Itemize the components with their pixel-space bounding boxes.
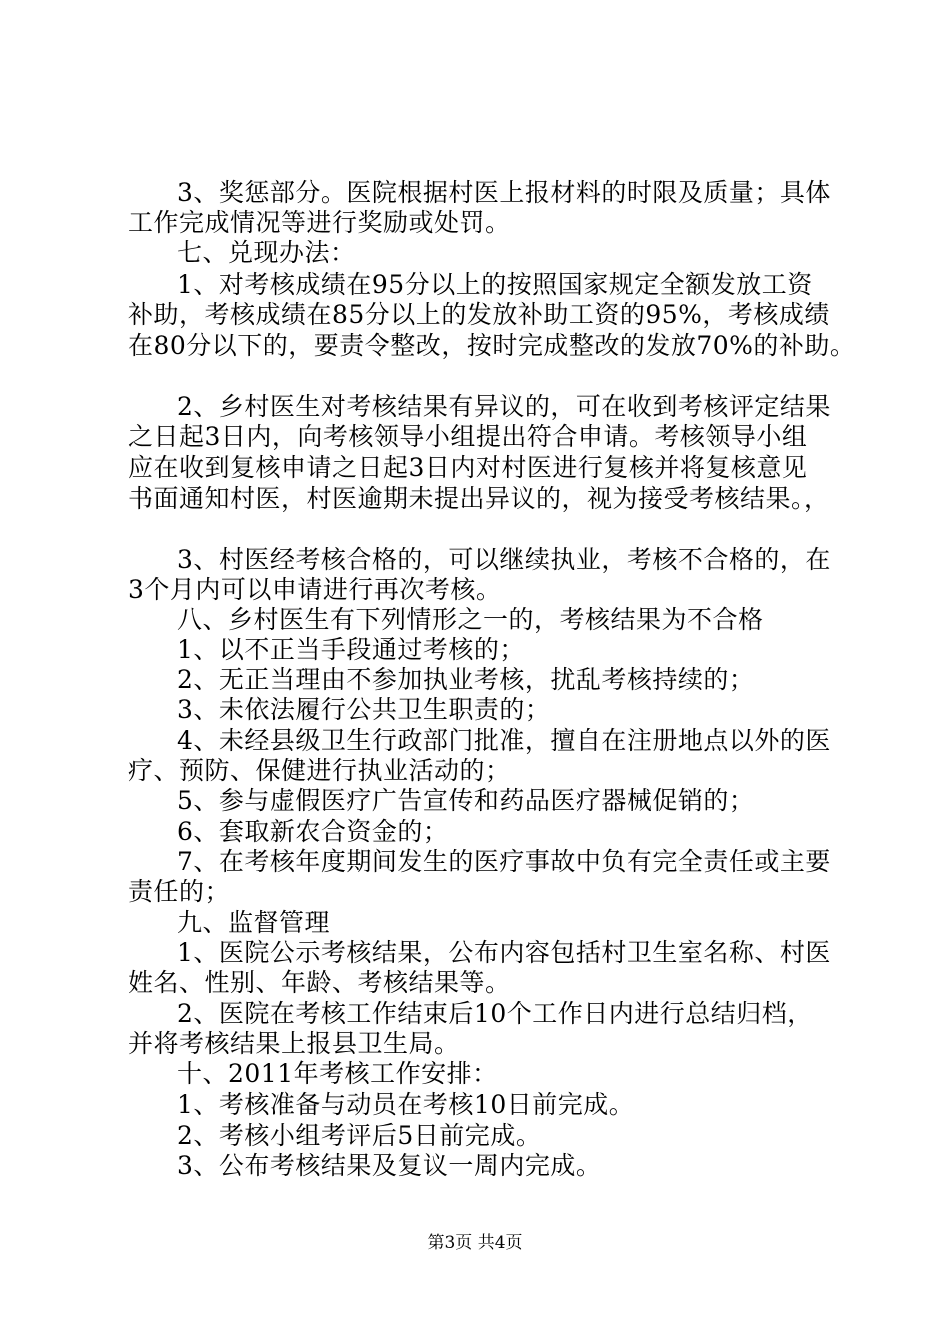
paragraph-line: 2、乡村医生对考核结果有异议的，可在收到考核评定结果	[177, 392, 831, 421]
paragraph-line: 工作完成情况等进行奖励或处罚。	[128, 208, 511, 237]
section-heading: 七、兑现办法：	[177, 238, 356, 267]
paragraph-line: 2、无正当理由不参加执业考核，扰乱考核持续的；	[177, 665, 755, 694]
section-heading: 八、乡村医生有下列情形之一的，考核结果为不合格	[177, 605, 764, 634]
paragraph-line: 责任的；	[128, 877, 231, 906]
paragraph-line: 3、村医经考核合格的，可以继续执业，考核不合格的，在	[177, 545, 831, 574]
paragraph-line: 并将考核结果上报县卫生局。	[128, 1029, 460, 1058]
paragraph-line: 1、对考核成绩在95分以上的按照国家规定全额发放工资	[177, 270, 813, 299]
paragraph-line: 补助，考核成绩在85分以上的发放补助工资的95%，考核成绩	[128, 300, 830, 329]
paragraph-line: 书面通知村医，村医逾期未提出异议的，视为接受考核结果。，	[128, 484, 830, 513]
paragraph-line: 应在收到复核申请之日起3日内对村医进行复核并将复核意见	[128, 453, 808, 482]
paragraph-line: 3、奖惩部分。医院根据村医上报材料的时限及质量；具体	[177, 178, 831, 207]
paragraph-line: 2、医院在考核工作结束后10个工作日内进行总结归档，	[177, 999, 813, 1028]
paragraph-line: 在80分以下的，要责令整改，按时完成整改的发放70%的补助。	[128, 331, 856, 360]
section-heading: 十、2011年考核工作安排：	[177, 1059, 498, 1088]
paragraph-line: 2、考核小组考评后5日前完成。	[177, 1121, 542, 1150]
page-footer: 第3页 共4页	[427, 1233, 523, 1253]
paragraph-line: 3个月内可以申请进行再次考核。	[128, 575, 502, 604]
paragraph-line: 1、考核准备与动员在考核10日前完成。	[177, 1090, 635, 1119]
paragraph-line: 之日起3日内，向考核领导小组提出符合申请。考核领导小组	[128, 422, 808, 451]
paragraph-line: 1、以不正当手段通过考核的；	[177, 635, 525, 664]
section-heading: 九、监督管理	[177, 908, 331, 937]
paragraph-line: 6、套取新农合资金的；	[177, 817, 449, 846]
paragraph-line: 4、未经县级卫生行政部门批准，擅自在注册地点以外的医	[177, 726, 831, 755]
paragraph-line: 3、公布考核结果及复议一周内完成。	[177, 1151, 602, 1180]
paragraph-line: 7、在考核年度期间发生的医疗事故中负有完全责任或主要	[177, 847, 831, 876]
paragraph-line: 1、医院公示考核结果，公布内容包括村卫生室名称、村医	[177, 938, 831, 967]
paragraph-line: 姓名、性别、年龄、考核结果等。	[128, 968, 511, 997]
paragraph-line: 3、未依法履行公共卫生职责的；	[177, 695, 551, 724]
paragraph-line: 疗、预防、保健进行执业活动的；	[128, 756, 511, 785]
paragraph-line: 5、参与虚假医疗广告宣传和药品医疗器械促销的；	[177, 786, 755, 815]
